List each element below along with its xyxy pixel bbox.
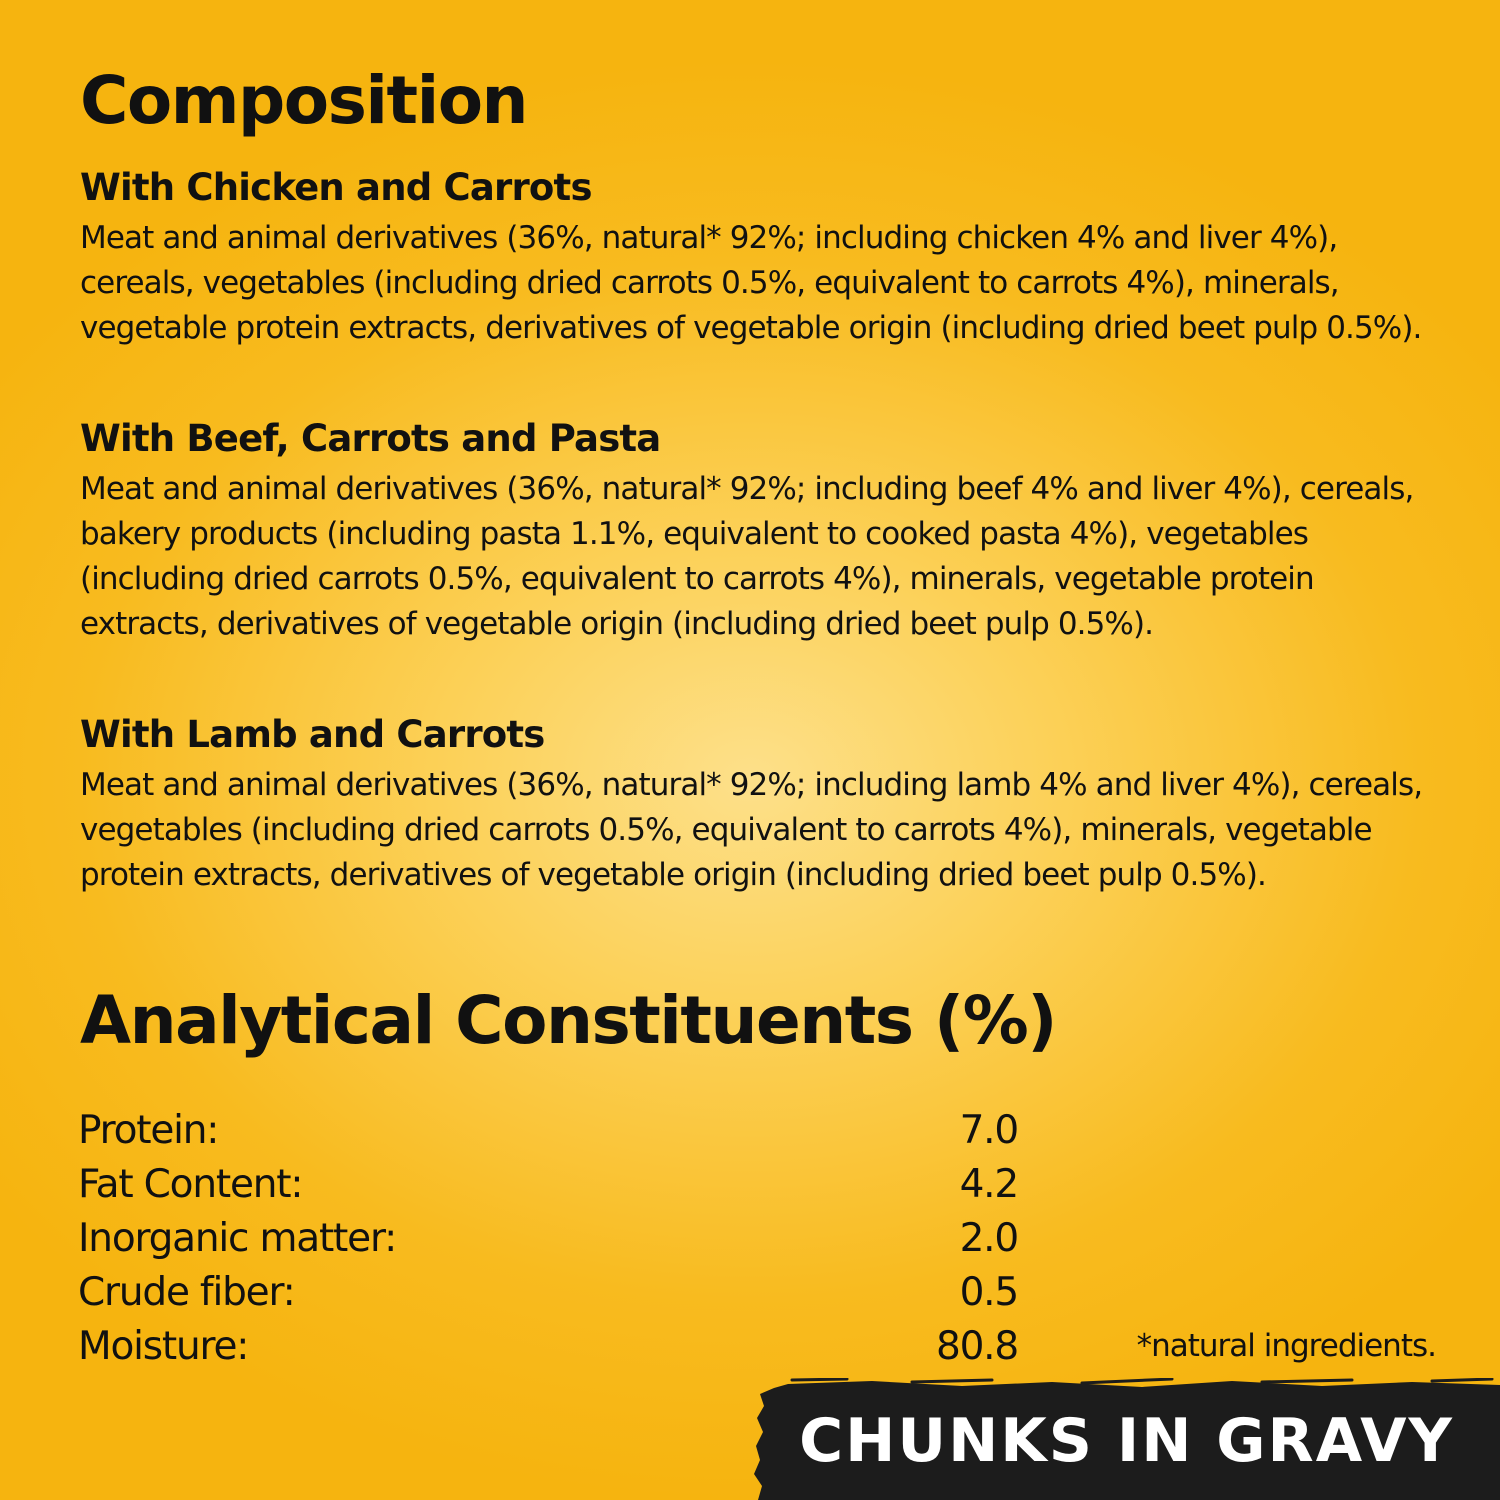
constituent-label: Fat Content: — [78, 1162, 303, 1207]
product-type-banner — [752, 1378, 1500, 1500]
constituent-label: Protein: — [78, 1108, 219, 1153]
constituent-label: Crude fiber: — [78, 1270, 295, 1315]
section-heading: With Beef, Carrots and Pasta — [80, 417, 661, 460]
analytical-constituents-title: Analytical Constituents (%) — [80, 982, 1056, 1059]
composition-section-lamb — [80, 713, 1440, 898]
constituent-row-moisture — [78, 1320, 1018, 1374]
constituent-label: Moisture: — [78, 1324, 249, 1369]
constituent-row-inorganic — [78, 1212, 1018, 1266]
constituent-value: 80.8 — [935, 1324, 1018, 1369]
constituent-value: 7.0 — [959, 1108, 1018, 1153]
constituent-row-protein — [78, 1104, 1018, 1158]
constituent-value: 0.5 — [959, 1270, 1018, 1315]
constituent-row-fat — [78, 1158, 1018, 1212]
constituent-row-fiber — [78, 1266, 1018, 1320]
constituent-label: Inorganic matter: — [78, 1216, 397, 1261]
section-ingredients: Meat and animal derivatives (36%, natural* 92%; including lamb 4% and liver 4%), cereals, vegetables (including dried carrots 0.5%, equivalent to carrots 4%), minerals, vegetable protein extracts, derivatives of vegetable origin (including dried beet pulp 0.5%). — [80, 767, 1423, 893]
section-heading: With Lamb and Carrots — [80, 713, 545, 756]
section-ingredients: Meat and animal derivatives (36%, natural* 92%; including beef 4% and liver 4%), cereals, bakery products (including pasta 1.1%, equivalent to cooked pasta 4%), vegetables (including dried carrots 0.5%, equivalent to carrots 4%), minerals, vegetable protein extracts, derivatives of vegetable origin (including dried beet pulp 0.5%). — [80, 471, 1414, 642]
constituent-value: 2.0 — [959, 1216, 1018, 1261]
composition-section-chicken — [80, 166, 1440, 351]
natural-ingredients-footnote: *natural ingredients. — [1136, 1328, 1436, 1364]
constituent-value: 4.2 — [959, 1162, 1018, 1207]
section-ingredients: Meat and animal derivatives (36%, natural* 92%; including chicken 4% and liver 4%), cereals, vegetables (including dried carrots 0.5%, equivalent to carrots 4%), minerals, vegetable protein extracts, derivatives of vegetable origin (including dried beet pulp 0.5%). — [80, 220, 1422, 346]
composition-title: Composition — [80, 62, 528, 139]
banner-label: CHUNKS IN GRAVY — [799, 1406, 1454, 1476]
composition-section-beef — [80, 417, 1440, 647]
constituents-table — [78, 1104, 1018, 1374]
section-heading: With Chicken and Carrots — [80, 166, 592, 209]
